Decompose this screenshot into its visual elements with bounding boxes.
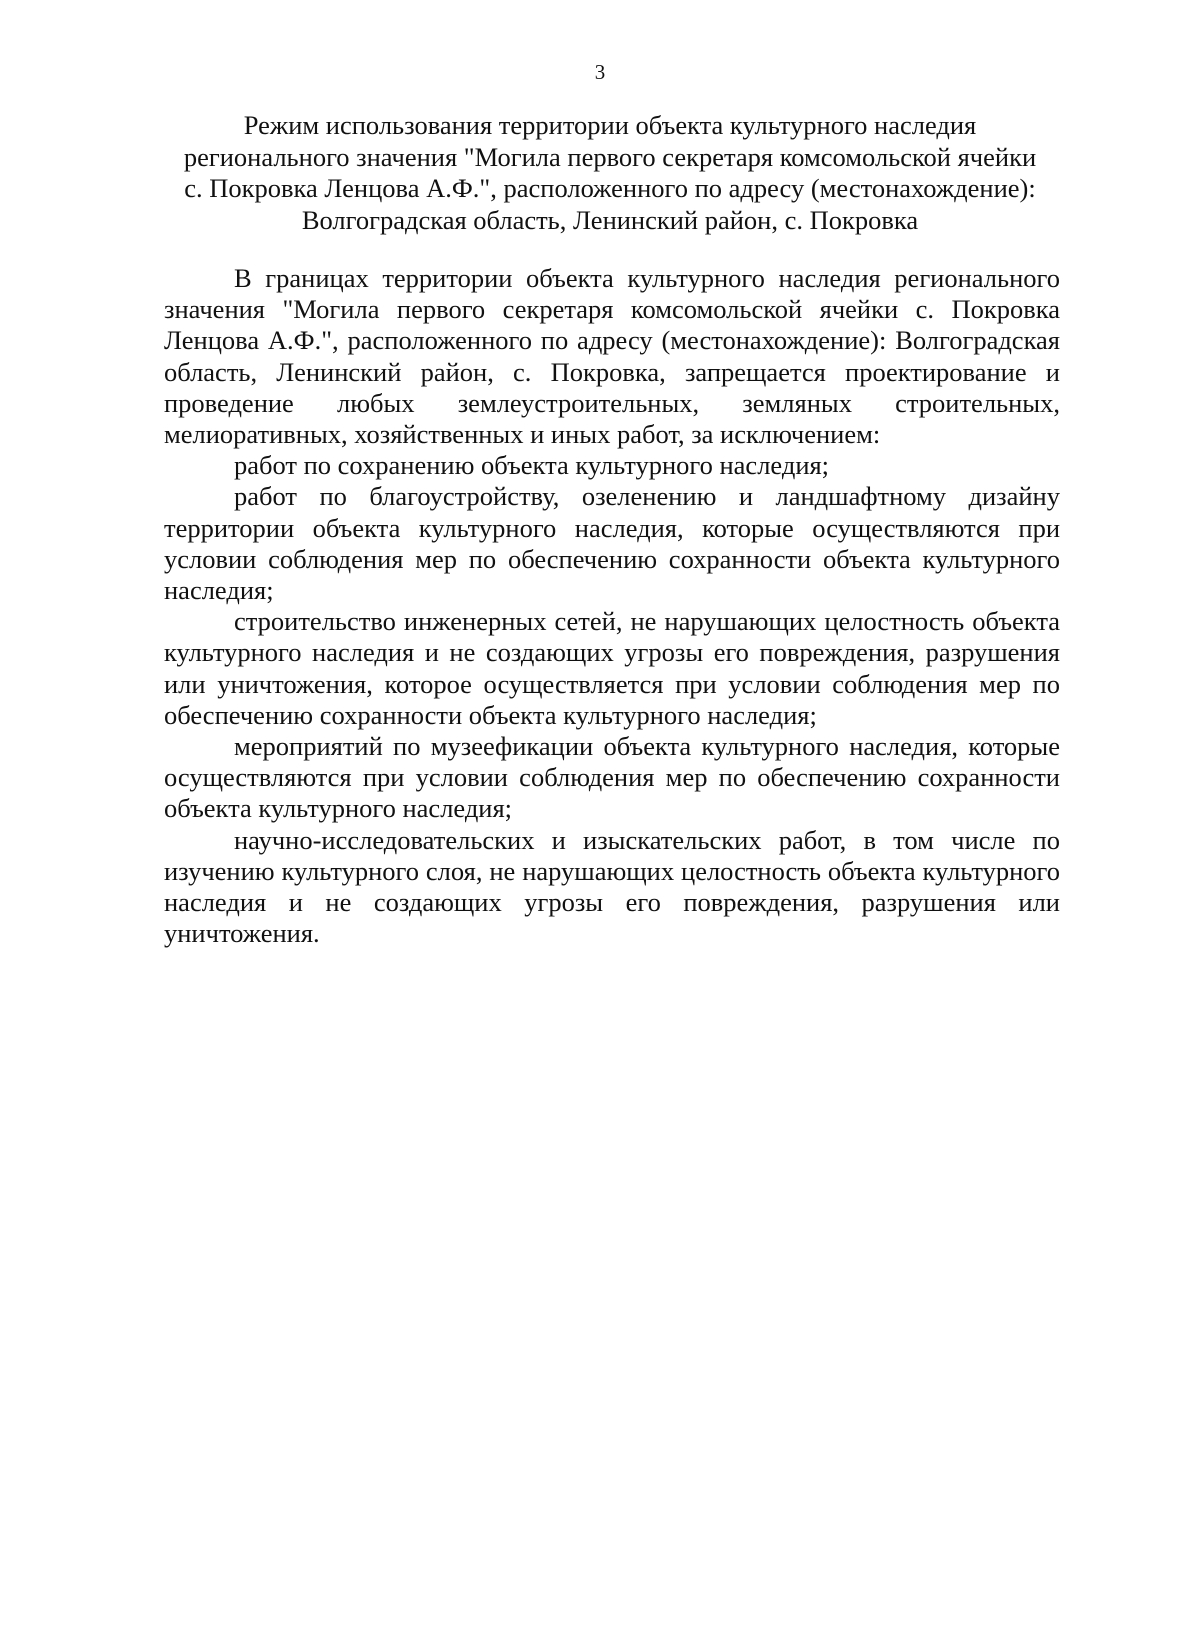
paragraph-exception-utility-networks: строительство инженерных сетей, не нарушающих целостность объекта культурного наследия и не создающих угрозы его повреждения, разрушения или уничтожения, которое осуществляется при условии соблюдения мер по обеспечению сохранности объекта культурного наследия;: [164, 606, 1060, 730]
paragraph-exception-research: научно-исследовательских и изыскательских работ, в том числе по изучению культурного слоя, не нарушающих целостность объекта культурного наследия и не создающих угрозы его повреждения, разрушения или уничтожения.: [164, 824, 1060, 949]
paragraph-exception-museification: мероприятий по музеефикации объекта культурного наследия, которые осуществляются при условии соблюдения мер по обеспечению сохранности объекта культурного наследия;: [164, 731, 1060, 824]
paragraph-exception-preservation: работ по сохранению объекта культурного наследия;: [234, 450, 830, 481]
title-line: Режим использования территории объекта культурного наследия: [243, 110, 977, 140]
title-line: с. Покровка Ленцова А.Ф.", расположенного по адресу (местонахождение):: [184, 173, 1036, 203]
document-body: [164, 263, 1060, 949]
paragraph-intro: В границах территории объекта культурного наследия регионального значения "Могила первого секретаря комсомольской ячейки с. Покровка Ленцова А.Ф.", расположенного по адресу (местонахождение): Волгоградская область, Ленинский район, с. Покровка, запрещается проектирование и проведение любых землеустроительных, земляных строительных, мелиоративных, хозяйственных и иных работ, за исключением:: [164, 263, 1060, 450]
paragraph-exception-landscaping: работ по благоустройству, озеленению и ландшафтному дизайну территории объекта культурного наследия, которые осуществляются при условии соблюдения мер по обеспечению сохранности объекта культурного наследия;: [164, 481, 1060, 606]
document-title: [160, 110, 1060, 236]
page-number: 3: [594, 60, 606, 84]
title-line: регионального значения "Могила первого секретаря комсомольской ячейки: [183, 141, 1037, 172]
title-line: Волгоградская область, Ленинский район, с. Покровка: [301, 204, 919, 235]
